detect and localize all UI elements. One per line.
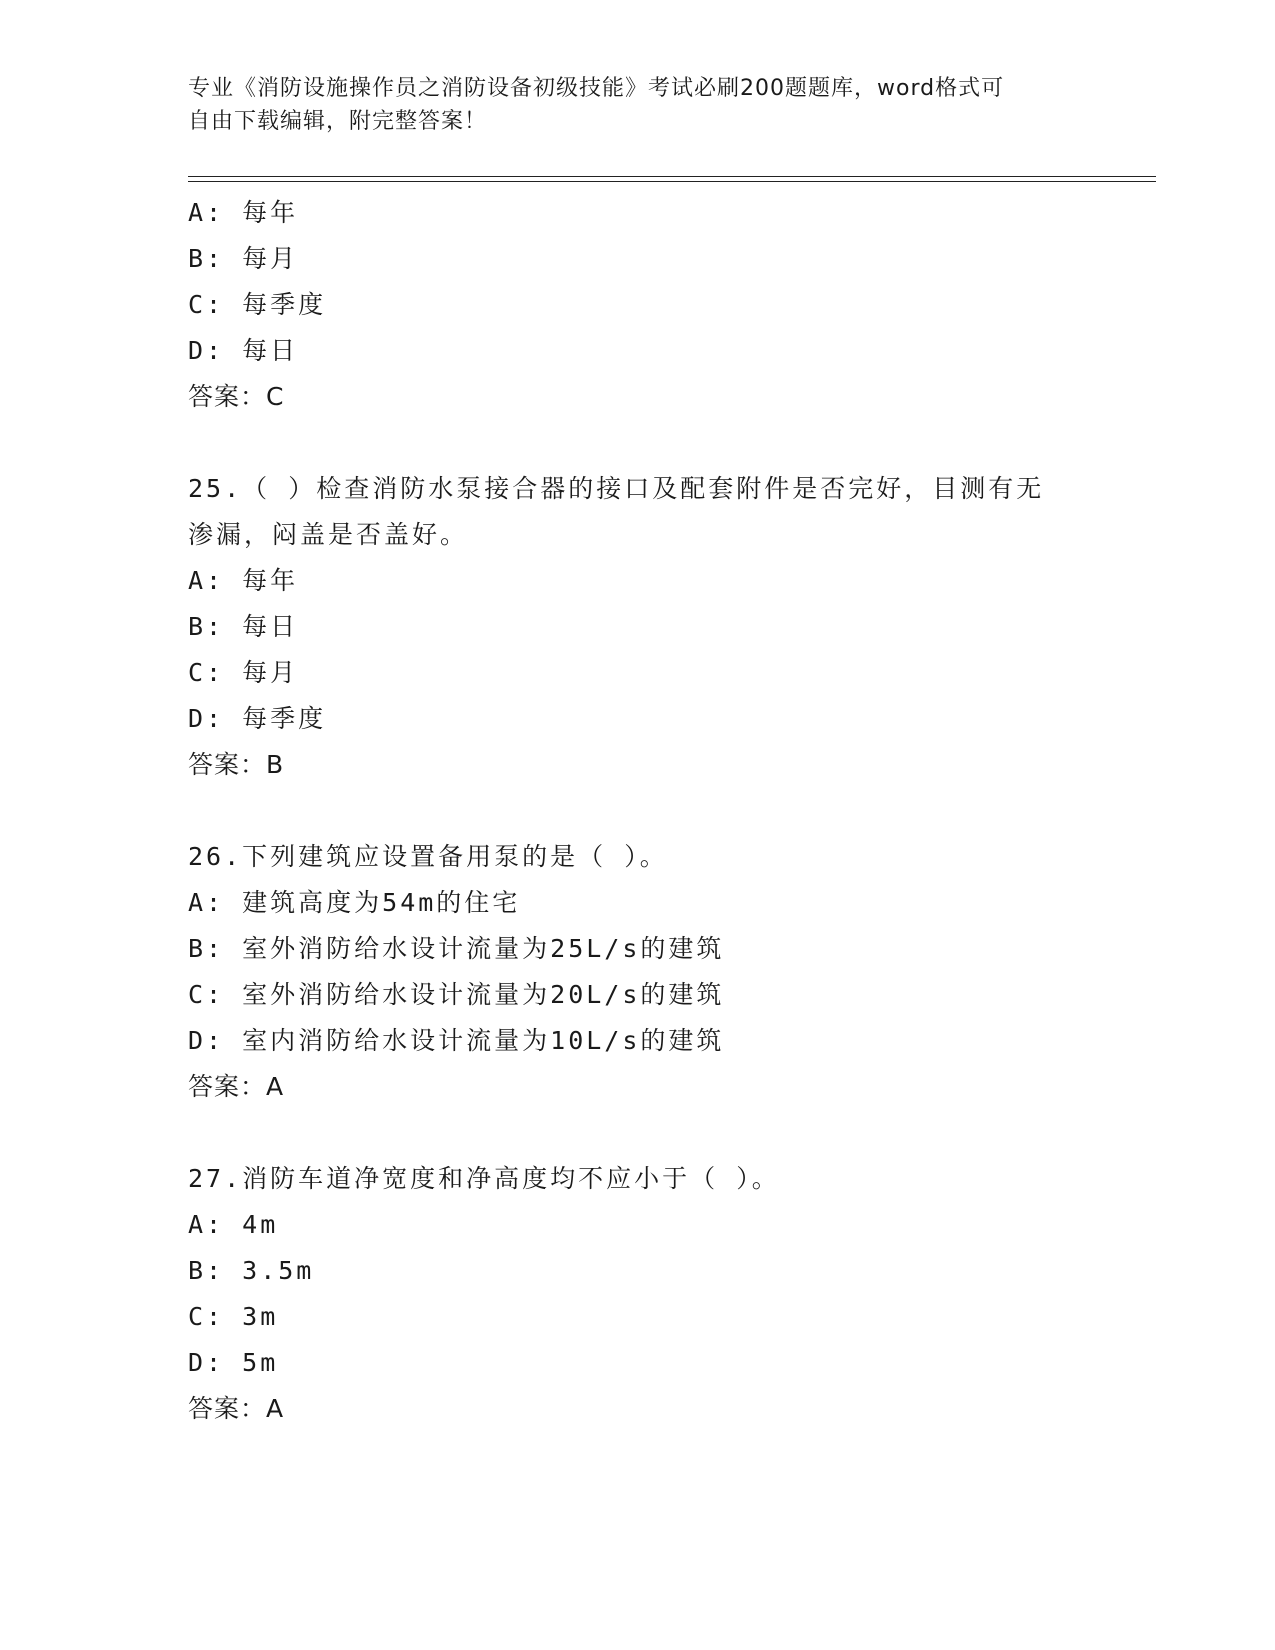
option-b: B: 室外消防给水设计流量为25L/s的建筑 bbox=[188, 934, 725, 963]
header-divider-bottom bbox=[188, 181, 1156, 182]
document-header bbox=[188, 72, 1088, 138]
option-b: B: 每月 bbox=[188, 244, 299, 273]
answer: 答案：B bbox=[188, 750, 285, 779]
question-26 bbox=[188, 834, 1108, 1110]
header-line-1: 专业《消防设施操作员之消防设备初级技能》考试必刷200题题库，word格式可 bbox=[188, 76, 1005, 101]
option-d: D: 室内消防给水设计流量为10L/s的建筑 bbox=[188, 1026, 725, 1055]
answer: 答案：A bbox=[188, 1072, 285, 1101]
option-a: A: 每年 bbox=[188, 198, 299, 227]
option-c: C: 3m bbox=[188, 1302, 279, 1331]
answer: 答案：C bbox=[188, 382, 285, 411]
option-a: A: 建筑高度为54m的住宅 bbox=[188, 888, 521, 917]
option-d: D: 5m bbox=[188, 1348, 279, 1377]
answer: 答案：A bbox=[188, 1394, 285, 1423]
option-c: C: 室外消防给水设计流量为20L/s的建筑 bbox=[188, 980, 725, 1009]
question-stem-line-2: 渗漏，闷盖是否盖好。 bbox=[188, 520, 469, 549]
option-d: D: 每日 bbox=[188, 336, 299, 365]
question-27 bbox=[188, 1156, 1108, 1432]
spacer bbox=[188, 420, 1108, 466]
question-list bbox=[188, 190, 1108, 1432]
question-stem: 26.下列建筑应设置备用泵的是（ ）。 bbox=[188, 842, 668, 871]
option-a: A: 4m bbox=[188, 1210, 279, 1239]
option-b: B: 3.5m bbox=[188, 1256, 315, 1285]
header-line-2: 自由下载编辑，附完整答案！ bbox=[188, 109, 488, 134]
header-divider-top bbox=[188, 176, 1156, 177]
question-stem: 27.消防车道净宽度和净高度均不应小于（ ）。 bbox=[188, 1164, 780, 1193]
option-d: D: 每季度 bbox=[188, 704, 327, 733]
option-a: A: 每年 bbox=[188, 566, 299, 595]
option-c: C: 每月 bbox=[188, 658, 299, 687]
spacer bbox=[188, 1110, 1108, 1156]
spacer bbox=[188, 788, 1108, 834]
question-25 bbox=[188, 466, 1108, 788]
option-c: C: 每季度 bbox=[188, 290, 327, 319]
question-24 bbox=[188, 190, 1108, 420]
option-b: B: 每日 bbox=[188, 612, 299, 641]
question-stem-line-1: 25.（ ）检查消防水泵接合器的接口及配套附件是否完好，目测有无 bbox=[188, 474, 1045, 503]
